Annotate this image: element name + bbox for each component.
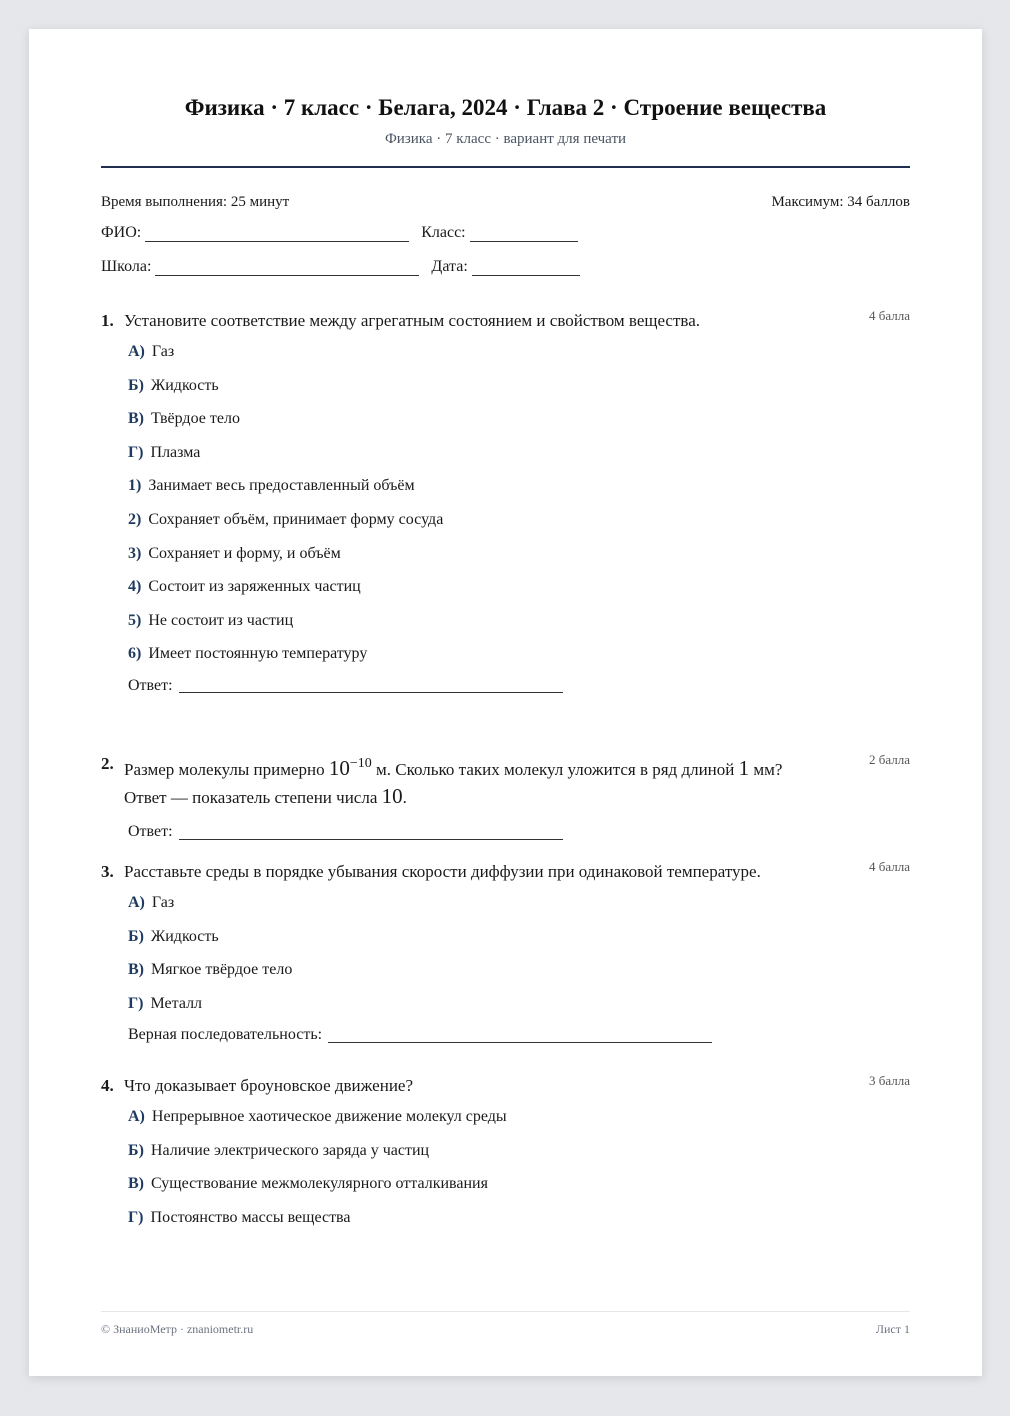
option-item (101, 436, 910, 470)
option-label: Б) (128, 376, 144, 394)
option-item (101, 1167, 910, 1201)
option-label: 2) (128, 510, 142, 528)
option-item (101, 570, 910, 604)
option-label: Г) (128, 994, 144, 1012)
question-number: 3. (101, 862, 114, 881)
class-label: Класс: (421, 224, 466, 241)
page-footer (101, 1322, 910, 1337)
option-text: Газ (151, 894, 175, 911)
answer-row (101, 817, 910, 847)
question-points: 4 балла (869, 308, 910, 323)
answer-field[interactable] (179, 825, 563, 840)
option-text: Непрерывное хаотическое движение молекул среды (151, 1108, 507, 1125)
option-item (101, 604, 910, 638)
power-exponent: −10 (349, 756, 372, 771)
question-3-options (101, 886, 910, 1020)
option-text: Газ (151, 343, 175, 360)
question-number: 1. (101, 311, 114, 330)
option-label: В) (128, 1175, 144, 1193)
option-label: А) (128, 1108, 145, 1125)
header-divider (101, 166, 910, 168)
option-text: Жидкость (150, 376, 219, 394)
question-text (124, 756, 783, 808)
option-text: Наличие электрического заряда у частиц (150, 1141, 430, 1159)
question-1 (101, 307, 910, 701)
field-row-2 (101, 258, 592, 276)
question-number: 2. (101, 754, 114, 773)
option-label: 4) (128, 578, 142, 596)
option-item (101, 469, 910, 503)
option-item (101, 335, 910, 369)
option-label: В) (128, 961, 144, 979)
question-points: 3 балла (869, 1073, 910, 1088)
option-text: Мягкое твёрдое тело (151, 961, 293, 979)
footer-divider (101, 1311, 910, 1312)
option-text: Имеет постоянную температуру (148, 645, 368, 663)
option-item (101, 537, 910, 571)
power-base: 10 (328, 756, 350, 780)
answer-row (101, 671, 910, 701)
option-item (101, 637, 910, 671)
option-text: Плазма (150, 443, 201, 461)
question-1-options (101, 335, 910, 671)
option-label: 6) (128, 645, 142, 663)
option-text: Жидкость (150, 927, 219, 945)
date-label: Дата: (431, 258, 468, 275)
text-segment: Размер молекулы примерно (124, 760, 329, 779)
footer-copyright: © ЗнаниоМетр · znaniometr.ru (101, 1322, 254, 1336)
option-item (101, 1134, 910, 1168)
sequence-label: Верная последовательность: (128, 1026, 323, 1044)
option-label: 5) (128, 611, 142, 629)
question-2-header (101, 750, 910, 811)
math-number: 1 (738, 756, 750, 780)
footer-page-number: Лист 1 (875, 1322, 910, 1336)
text-segment: мм? (749, 760, 783, 779)
option-text: Сохраняет и форму, и объём (148, 544, 341, 562)
question-points: 4 балла (869, 859, 910, 874)
question-2 (101, 750, 910, 847)
question-3 (101, 858, 910, 1050)
answer-field[interactable] (179, 678, 563, 693)
option-item (101, 886, 910, 920)
option-text: Твёрдое тело (151, 410, 240, 428)
sequence-field[interactable] (328, 1028, 712, 1043)
option-label: Г) (128, 443, 144, 461)
question-4 (101, 1072, 910, 1234)
option-text: Постоянство массы вещества (150, 1208, 351, 1226)
answer-label: Ответ: (128, 676, 173, 694)
option-item (101, 402, 910, 436)
worksheet-page (29, 29, 982, 1376)
class-field[interactable] (470, 225, 578, 242)
option-item (101, 920, 910, 954)
school-field[interactable] (155, 259, 419, 276)
option-label: А) (128, 894, 145, 911)
option-item (101, 369, 910, 403)
option-label: Б) (128, 1141, 144, 1159)
date-field[interactable] (472, 259, 580, 276)
question-4-options (101, 1100, 910, 1234)
math-power (329, 756, 372, 780)
option-label: 3) (128, 544, 142, 562)
option-text: Занимает весь предоставленный объём (148, 477, 415, 495)
fio-field[interactable] (145, 225, 409, 242)
option-text: Не состоит из частиц (148, 611, 294, 629)
question-points: 2 балла (869, 752, 910, 767)
fio-label: ФИО: (101, 224, 142, 241)
math-number: 10 (381, 784, 403, 808)
option-label: В) (128, 410, 144, 428)
page-subtitle: Физика · 7 класс · вариант для печати (384, 131, 627, 147)
text-segment: м. Сколько таких молекул уложится в ряд длиной (371, 760, 739, 779)
option-text: Существование межмолекулярного отталкивания (151, 1175, 488, 1193)
option-label: А) (128, 343, 145, 360)
option-item (101, 503, 910, 537)
text-segment: . (402, 788, 407, 807)
question-text: Расставьте среды в порядке убывания скорости диффузии при одинаковой температуре. (124, 862, 761, 881)
answer-label: Ответ: (128, 823, 173, 840)
school-label: Школа: (101, 258, 152, 275)
option-item (101, 1100, 910, 1134)
option-label: Б) (128, 927, 144, 945)
meta-row (101, 194, 910, 211)
question-1-header (101, 307, 910, 334)
option-text: Состоит из заряженных частиц (148, 578, 361, 596)
option-item (101, 987, 910, 1021)
text-segment: Ответ — показатель степени числа (124, 788, 382, 807)
option-label: 1) (128, 477, 142, 495)
question-4-header (101, 1072, 910, 1099)
option-label: Г) (128, 1208, 144, 1226)
max-score: Максимум: 34 баллов (771, 194, 910, 210)
question-number: 4. (101, 1076, 114, 1095)
question-3-header (101, 858, 910, 885)
page-title: Физика · 7 класс · Белага, 2024 · Глава 2 · Строение вещества (184, 95, 827, 120)
field-row-1 (101, 224, 590, 242)
option-item (101, 953, 910, 987)
question-text: Что доказывает броуновское движение? (124, 1076, 414, 1095)
answer-row (101, 1020, 910, 1050)
option-text: Сохраняет объём, принимает форму сосуда (148, 510, 444, 528)
option-item (101, 1201, 910, 1235)
option-text: Металл (150, 994, 203, 1012)
time-limit: Время выполнения: 25 минут (101, 194, 290, 210)
question-text: Установите соответствие между агрегатным состоянием и свойством вещества. (124, 311, 701, 330)
